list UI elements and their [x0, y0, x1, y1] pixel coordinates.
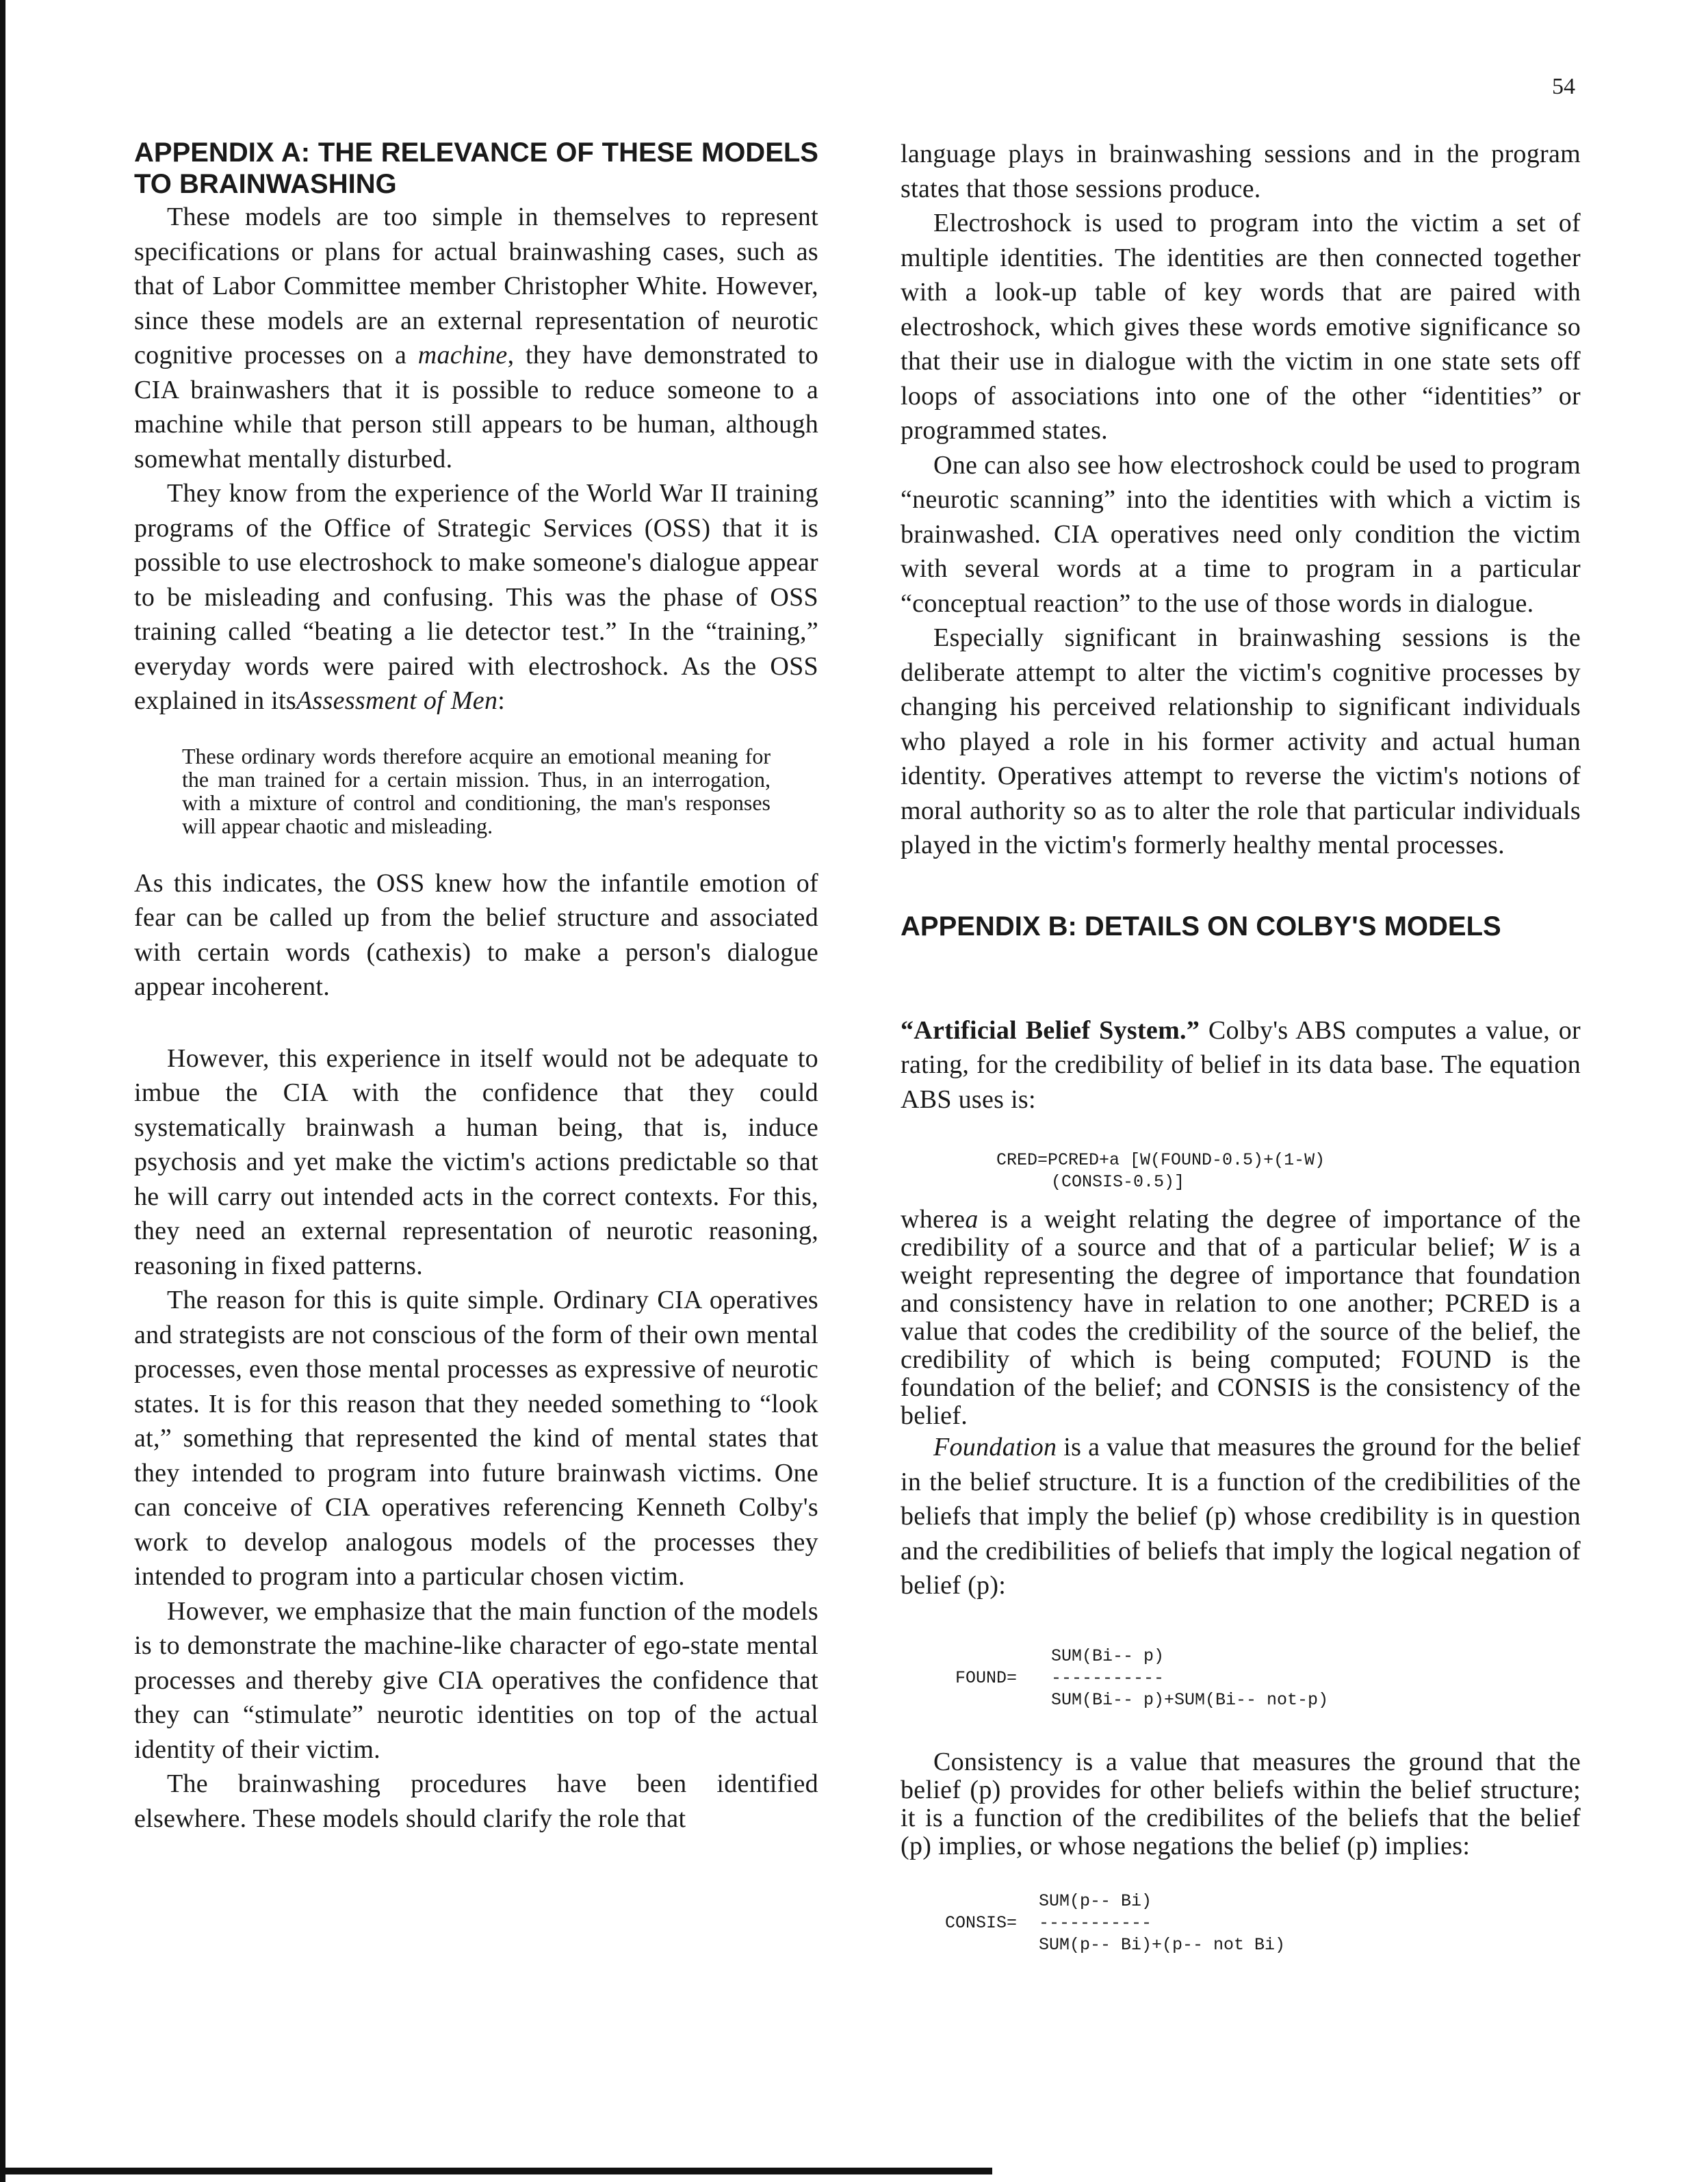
- fraction-bar: -----------: [1051, 1667, 1165, 1688]
- appendix-b-heading: APPENDIX B: DETAILS ON COLBY'S MODELS: [901, 911, 1501, 941]
- fraction-bar: -----------: [1039, 1912, 1152, 1933]
- paragraph: However, we emphasize that the main function of the models is to demonstrate the machine-like character of ego-state mental processes and thereby give CIA operatives the confidence that they can “stimulate” neurotic identities on top of the actual identity of their victim.: [134, 1596, 818, 1764]
- denominator: SUM(Bi-- p)+SUM(Bi-- not-p): [1051, 1689, 1329, 1710]
- found-fraction: [1051, 1646, 1328, 1711]
- paragraph: They know from the experience of the World War II training programs of the Office of Strategic Services (OSS) that it is possible to use electroshock to make someone's dialogue appear to be misleading and confusing. This was the phase of OSS training called “beating a lie detector test.” In the “training,” everyday words were paired with electroshock. As the OSS explained in itsAssessment of Men:: [134, 479, 818, 715]
- found-equation: [901, 1646, 1581, 1711]
- scan-edge-left: [0, 0, 5, 2182]
- cred-equation: [996, 1150, 1581, 1193]
- paragraph: These models are too simple in themselves to represent specifications or plans for actual brainwashing cases, such as that of Labor Committee member Christopher White. However, since these models are an external representation of neurotic cognitive processes on a machine, they have demonstrated to CIA brainwashers that it is possible to reduce someone to a machine while that person still appears to be human, although somewhat mentally disturbed.: [134, 203, 819, 473]
- paragraph: Foundation is a value that measures the ground for the belief in the belief structure. It is a function of the credibilities of the beliefs that imply the belief (p) whose credibility is in question and the credibilities of beliefs that imply the logical negation of belief (p):: [901, 1433, 1581, 1600]
- paragraph: However, this experience in itself would not be adequate to imbue the CIA with the confidence that they could systematically brainwash a human being, that is, induce psychosis and yet make the victim's actions predictable so that he will carry out intended acts in the correct contexts. For this, they need an external representation of neurotic reasoning, reasoning in fixed patterns.: [134, 1043, 818, 1280]
- found-equation-lhs: FOUND=: [955, 1667, 1017, 1688]
- cred-equation-line: CRED=PCRED+a [W(FOUND-0.5)+(1-W): [996, 1150, 1325, 1170]
- consis-equation-lhs: CONSIS=: [944, 1912, 1017, 1933]
- paragraph: One can also see how electroshock could be used to program “neurotic scanning” into the identities with which a victim is brainwashed. CIA operatives need only condition the victim with several words at a time to program in a particular “conceptual reaction” to the use of those words in dialogue.: [901, 450, 1581, 618]
- paragraph: wherea is a weight relating the degree of importance of the credibility of a source and that of a particular belief; W is a weight representing the degree of importance that foundation and consistency have in relation to one another; PCRED is a value that codes the credibility of the source of the belief, the credibility of which is being computed; FOUND is the foundation of the belief; and CONSIS is the consistency of the belief.: [901, 1205, 1581, 1430]
- appendix-a-heading: APPENDIX A: THE RELEVANCE OF THESE MODELS TO BRAINWASHING: [134, 138, 818, 199]
- scan-edge-bottom: [0, 2168, 992, 2174]
- paragraph: Consistency is a value that measures the ground that the belief (p) provides for other beliefs within the belief structure; it is a function of the credibilites of the beliefs that the belief (p) implies, or whose negations the belief (p) implies:: [901, 1747, 1581, 1860]
- paragraph: The reason for this is quite simple. Ordinary CIA operatives and strategists are not conscious of the form of their own mental processes, even those mental processes as expressive of neurotic states. It is for this reason that they needed something to “look at,” something that represented the kind of mental states that they intended to program into future brainwash victims. One can conceive of CIA operatives referencing Kenneth Colby's work to develop analogous models of the processes they intended to program into a particular chosen victim.: [134, 1286, 818, 1591]
- paragraph: The brainwashing procedures have been identified elsewhere. These models should clarify the role that: [134, 1769, 818, 1833]
- paragraph: “Artificial Belief System.” Colby's ABS computes a value, or rating, for the credibility of belief in its data base. The equation ABS uses is:: [901, 1015, 1581, 1114]
- block-quote: These ordinary words therefore acquire an emotional meaning for the man trained for a certain mission. Thus, in an interrogation, with a mixture of control and conditioning, the man's responses will appear chaotic and misleading.: [182, 743, 771, 838]
- paragraph: Electroshock is used to program into the victim a set of multiple identities. The identities are then connected together with a look-up table of key words that are paired with electroshock, which gives these words emotive significance so that their use in dialogue with the victim in one state sets off loops of associations into one of the other “identities” or programmed states.: [901, 209, 1581, 445]
- right-column: [901, 137, 1581, 1956]
- cred-equation-line: (CONSIS-0.5)]: [1051, 1172, 1185, 1192]
- numerator: SUM(Bi-- p): [1051, 1646, 1165, 1666]
- left-column: [134, 137, 818, 1836]
- consis-fraction: [1039, 1891, 1285, 1956]
- paragraph: As this indicates, the OSS knew how the infantile emotion of fear can be called up from the belief structure and associated with certain words (cathexis) to make a person's dialogue appear incoherent.: [134, 868, 818, 1001]
- denominator: SUM(p-- Bi)+(p-- not Bi): [1039, 1934, 1286, 1955]
- consis-equation: [901, 1891, 1581, 1956]
- paragraph: Especially significant in brainwashing sessions is the deliberate attempt to alter the victim's cognitive processes by changing his perceived relationship to significant individuals who played a role in his former activity and actual human identity. Operatives attempt to reverse the victim's notions of moral authority so as to alter the role that particular individuals played in the victim's formerly healthy mental processes.: [901, 623, 1581, 859]
- page-number: 54: [1552, 74, 1575, 99]
- numerator: SUM(p-- Bi): [1039, 1891, 1152, 1911]
- paragraph: language plays in brainwashing sessions and in the program states that those sessions produce.: [901, 140, 1581, 203]
